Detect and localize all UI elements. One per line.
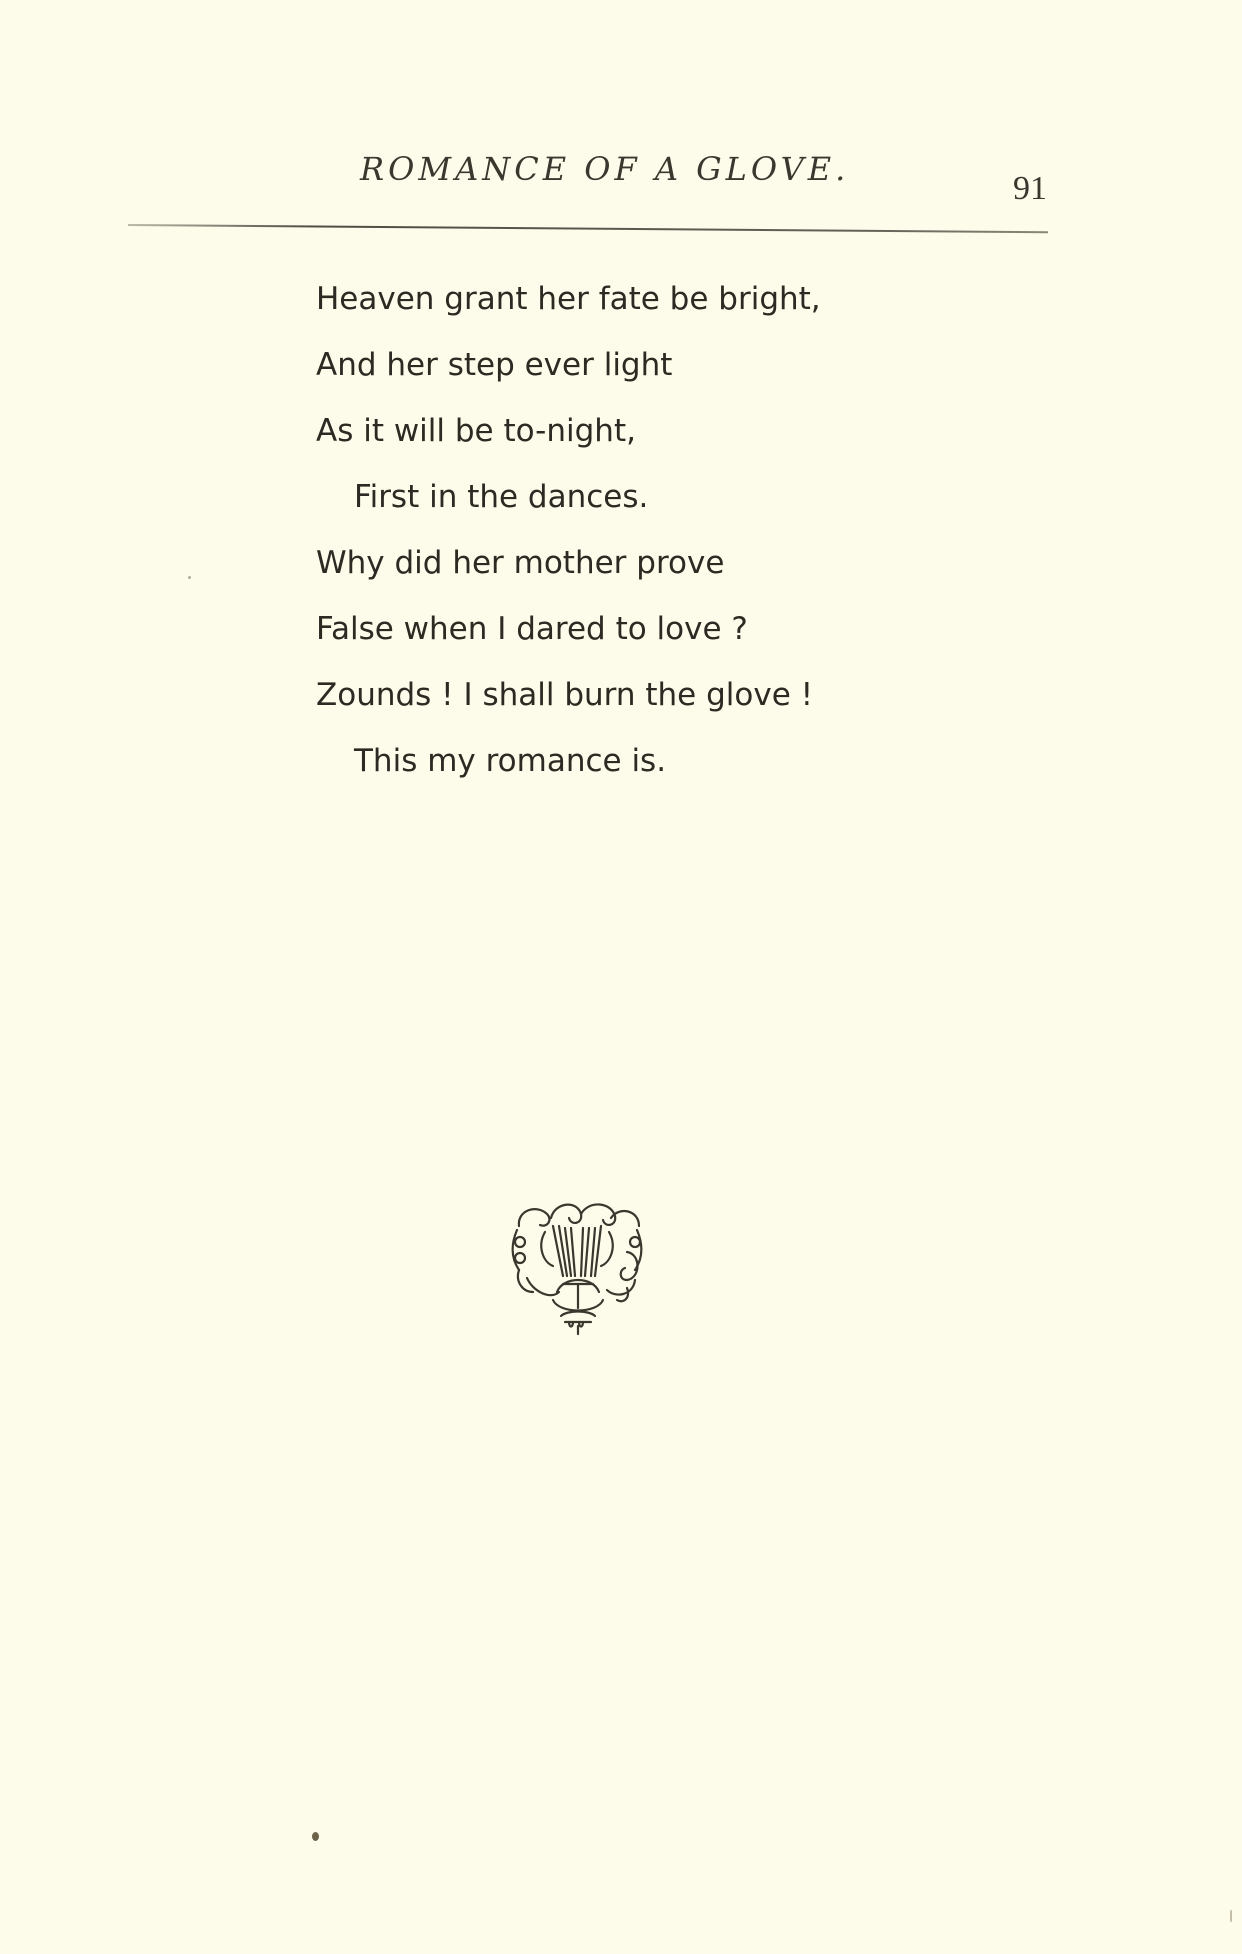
poem-line: As it will be to-night, [316,413,636,449]
page-number: 91 [1013,170,1047,207]
paper-speck [312,1832,319,1841]
poem-line: Zounds ! I shall burn the glove ! [316,677,814,713]
poem-line: False when I dared to love ? [316,611,748,647]
poem-line: And her step ever light [316,347,673,383]
poem-line: Why did her mother prove [316,545,725,581]
paper-speck [1230,1910,1232,1922]
poem-stanza [316,282,821,810]
tailpiece-ornament-icon [507,1196,649,1336]
poem-line: First in the dances. [354,479,649,515]
running-title: ROMANCE OF A GLOVE. [360,150,850,188]
header-rule [128,224,1048,233]
poem-line: Heaven grant her fate be bright, [316,281,821,317]
poem-line: This my romance is. [354,743,667,779]
paper-speck [188,576,191,579]
